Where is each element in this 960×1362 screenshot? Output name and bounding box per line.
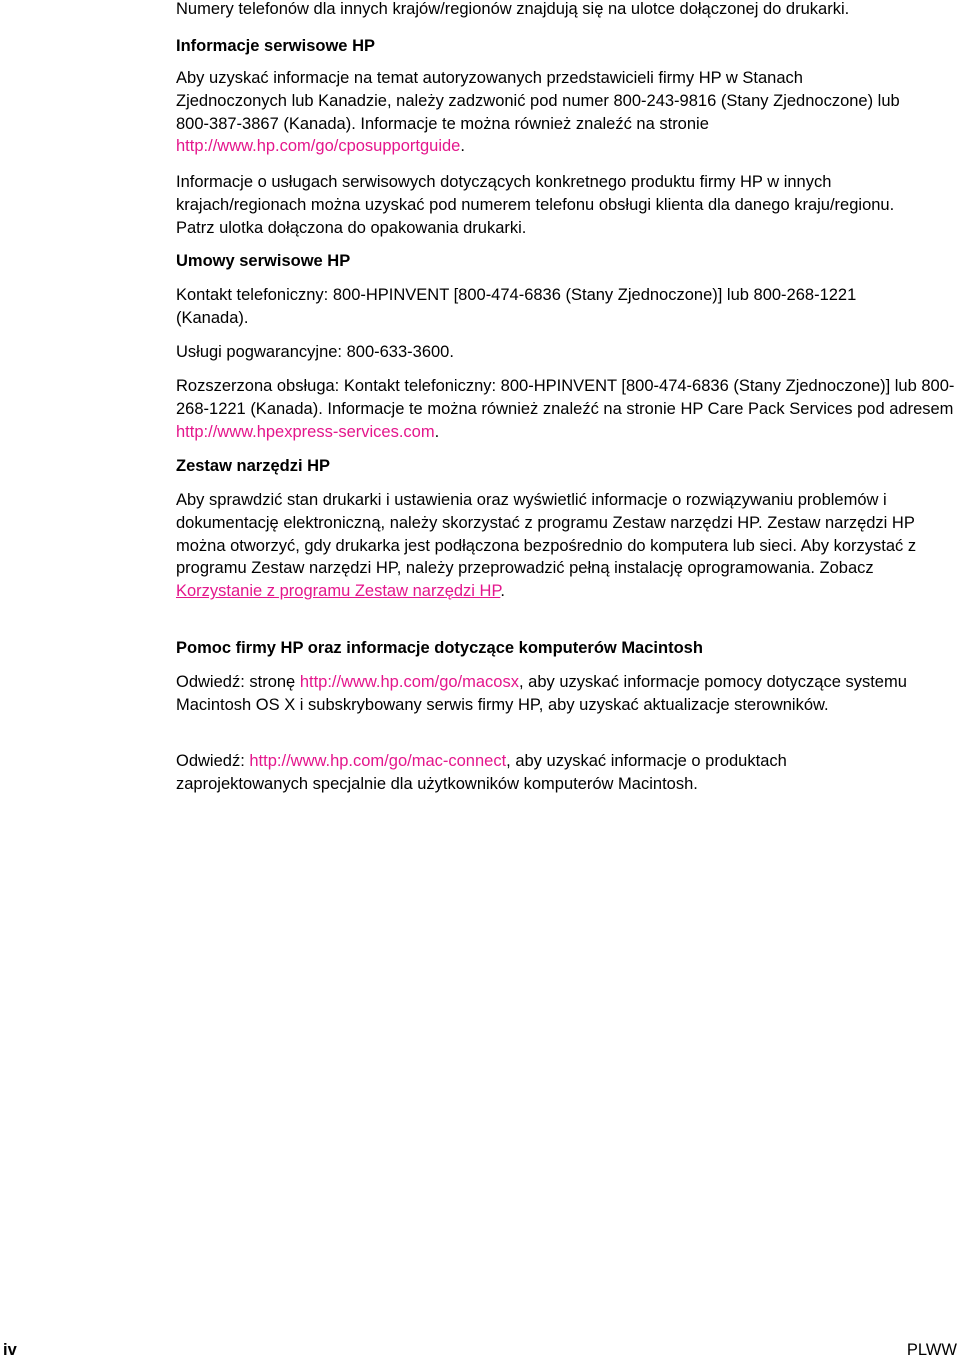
mac-paragraph-1 <box>176 671 956 717</box>
service-info-text-1: Aby uzyskać informacje na temat autoryzowanych przedstawicieli firmy HP w Stanach Zjednoczonych lub Kanadzie, należy zadzwonić pod numer 800-243-9816 (Stany Zjednoczone) lub 800-387-3867 (Kanada). Informacje te można również znaleźć na stronie <box>176 69 900 133</box>
service-info-text-2: . <box>460 137 465 156</box>
agreements-post-warranty: Usługi pogwarancyjne: 800-633-3600. <box>176 343 454 361</box>
cposupportguide-link[interactable]: http://www.hp.com/go/cposupportguide <box>176 137 461 156</box>
page-number: iv <box>3 1341 17 1359</box>
mac-text-1: Odwiedź: stronę <box>176 673 300 691</box>
agreements-extended-text-1: Rozszerzona obsługa: Kontakt telefoniczny: 800-HPINVENT [800-474-6836 (Stany Zjednoczone)] lub 800-268-1221 (Kanada). Informacje te można również znaleźć na stronie HP Care Pack Services pod adresem <box>176 377 955 418</box>
toolbox-text-1: Aby sprawdzić stan drukarki i ustawienia oraz wyświetlić informacje o rozwiązywaniu problemów i dokumentację elektroniczną, należy skorzystać z programu Zestaw narzędzi HP. Zestaw narzędzi HP można otworzyć, gdy drukarka jest podłączona bezpośrednio do komputera lub sieci. Aby korzystać z programu Zestaw narzędzi HP, należy przeprowadzić pełną instalację oprogramowania. Zobacz <box>176 491 917 578</box>
mac-connect-text-1: Odwiedź: <box>176 752 250 770</box>
mac-heading: Pomoc firmy HP oraz informacje dotyczące komputerów Macintosh <box>176 639 703 657</box>
toolbox-text-2: . <box>500 582 505 601</box>
document-code: PLWW <box>906 1341 957 1359</box>
agreements-heading: Umowy serwisowe HP <box>176 252 351 270</box>
toolbox-usage-link[interactable]: Korzystanie z programu Zestaw narzędzi HP <box>176 582 501 601</box>
agreements-phone-paragraph: Kontakt telefoniczny: 800-HPINVENT [800-474-6836 (Stany Zjednoczone)] lub 800-268-1221 (Kanada). <box>176 286 857 327</box>
mac-connect-link[interactable]: http://www.hp.com/go/mac-connect <box>249 752 507 770</box>
mac-paragraph-2 <box>176 750 916 796</box>
intro-paragraph: Numery telefonów dla innych krajów/regionów znajdują się na ulotce dołączonej do drukarki. <box>176 0 850 18</box>
mac-text-2: , aby uzyskać informacje pomocy dotyczące systemu Macintosh OS X i subskrybowany serwis firmy HP, aby uzyskać aktualizacje sterowników. <box>176 673 907 714</box>
macosx-link[interactable]: http://www.hp.com/go/macosx <box>299 673 519 691</box>
service-info-heading: Informacje serwisowe HP <box>176 37 375 55</box>
service-info-paragraph-1 <box>176 67 911 158</box>
service-info-paragraph-2: Informacje o usługach serwisowych dotyczących konkretnego produktu firmy HP w innych krajach/regionach można uzyskać pod numerem telefonu obsługi klienta dla danego kraju/regionu. Patrz ulotka dołączona do opakowania drukarki. <box>176 173 895 237</box>
mac-connect-text-2: , aby uzyskać informacje o produktach zaprojektowanych specjalnie dla użytkowników komputerów Macintosh. <box>176 752 787 793</box>
agreements-extended-text-2: . <box>434 422 440 441</box>
toolbox-paragraph <box>176 489 921 603</box>
agreements-extended-paragraph <box>176 375 956 443</box>
hpexpress-services-link[interactable]: http://www.hpexpress-services.com <box>176 422 435 441</box>
toolbox-heading: Zestaw narzędzi HP <box>176 457 331 475</box>
